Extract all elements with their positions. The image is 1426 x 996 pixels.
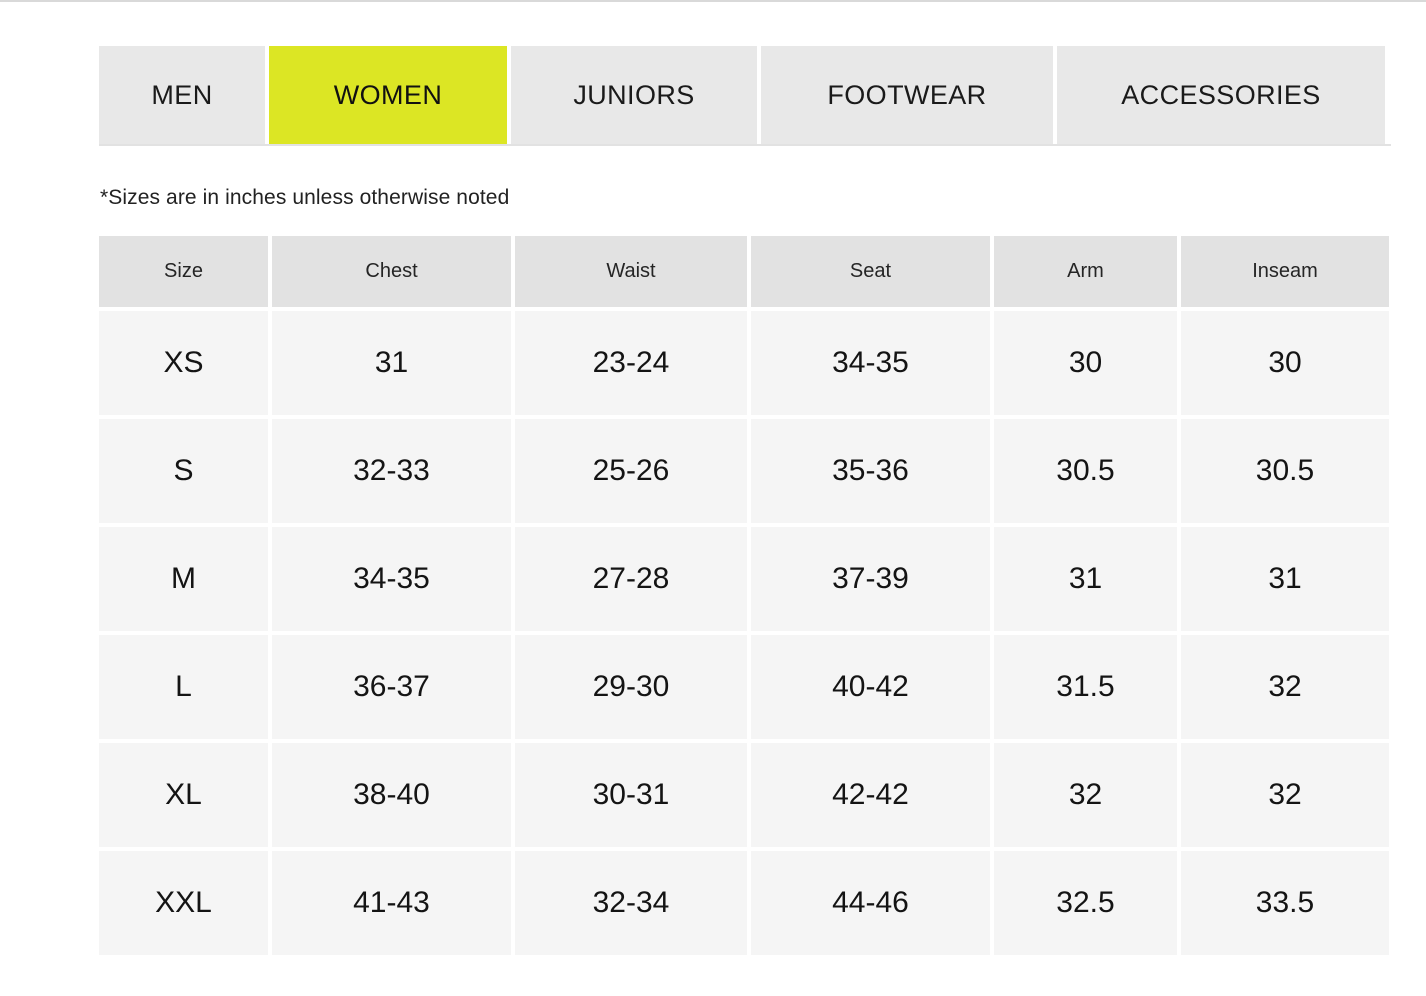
- tab-men-label: MEN: [151, 79, 213, 110]
- cell-size: XXL: [99, 851, 268, 955]
- cell-inseam: 33.5: [1181, 851, 1389, 955]
- table-row: [99, 743, 1389, 847]
- table-row: [99, 527, 1389, 631]
- cell-arm: 30: [994, 311, 1177, 415]
- cell-chest: 41-43: [272, 851, 511, 955]
- column-header-inseam: Inseam: [1181, 236, 1389, 307]
- column-header-seat: Seat: [751, 236, 990, 307]
- tab-men[interactable]: [99, 46, 267, 144]
- cell-chest: 34-35: [272, 527, 511, 631]
- cell-waist: 32-34: [515, 851, 747, 955]
- table-row: [99, 851, 1389, 955]
- size-table: [95, 232, 1393, 959]
- tab-accessories[interactable]: [1055, 46, 1387, 144]
- tab-juniors-label: JUNIORS: [573, 79, 695, 110]
- table-row: [99, 311, 1389, 415]
- cell-chest: 36-37: [272, 635, 511, 739]
- cell-arm: 31: [994, 527, 1177, 631]
- cell-inseam: 32: [1181, 635, 1389, 739]
- cell-size: S: [99, 419, 268, 523]
- cell-seat: 40-42: [751, 635, 990, 739]
- cell-waist: 29-30: [515, 635, 747, 739]
- cell-inseam: 31: [1181, 527, 1389, 631]
- cell-inseam: 30.5: [1181, 419, 1389, 523]
- cell-seat: 42-42: [751, 743, 990, 847]
- table-row: [99, 419, 1389, 523]
- tab-women[interactable]: [267, 46, 509, 144]
- sizing-note: *Sizes are in inches unless otherwise noted: [100, 186, 510, 209]
- table-header-row: [99, 236, 1389, 307]
- cell-inseam: 32: [1181, 743, 1389, 847]
- cell-chest: 32-33: [272, 419, 511, 523]
- column-header-arm: Arm: [994, 236, 1177, 307]
- cell-size: M: [99, 527, 268, 631]
- cell-arm: 32: [994, 743, 1177, 847]
- tab-accessories-label: ACCESSORIES: [1121, 79, 1321, 110]
- cell-seat: 34-35: [751, 311, 990, 415]
- tab-juniors[interactable]: [509, 46, 759, 144]
- cell-waist: 25-26: [515, 419, 747, 523]
- cell-arm: 31.5: [994, 635, 1177, 739]
- column-header-size: Size: [99, 236, 268, 307]
- cell-seat: 35-36: [751, 419, 990, 523]
- cell-seat: 37-39: [751, 527, 990, 631]
- cell-size: XS: [99, 311, 268, 415]
- tab-women-label: WOMEN: [333, 79, 443, 110]
- cell-arm: 32.5: [994, 851, 1177, 955]
- cell-size: L: [99, 635, 268, 739]
- cell-waist: 23-24: [515, 311, 747, 415]
- column-header-chest: Chest: [272, 236, 511, 307]
- cell-waist: 27-28: [515, 527, 747, 631]
- top-divider: [0, 0, 1426, 2]
- table-row: [99, 635, 1389, 739]
- cell-waist: 30-31: [515, 743, 747, 847]
- tab-footwear-label: FOOTWEAR: [827, 79, 987, 110]
- cell-inseam: 30: [1181, 311, 1389, 415]
- column-header-waist: Waist: [515, 236, 747, 307]
- cell-arm: 30.5: [994, 419, 1177, 523]
- cell-size: XL: [99, 743, 268, 847]
- tabs-underline: [99, 144, 1391, 146]
- cell-seat: 44-46: [751, 851, 990, 955]
- tab-footwear[interactable]: [759, 46, 1055, 144]
- cell-chest: 31: [272, 311, 511, 415]
- cell-chest: 38-40: [272, 743, 511, 847]
- category-tabs: [99, 46, 1387, 144]
